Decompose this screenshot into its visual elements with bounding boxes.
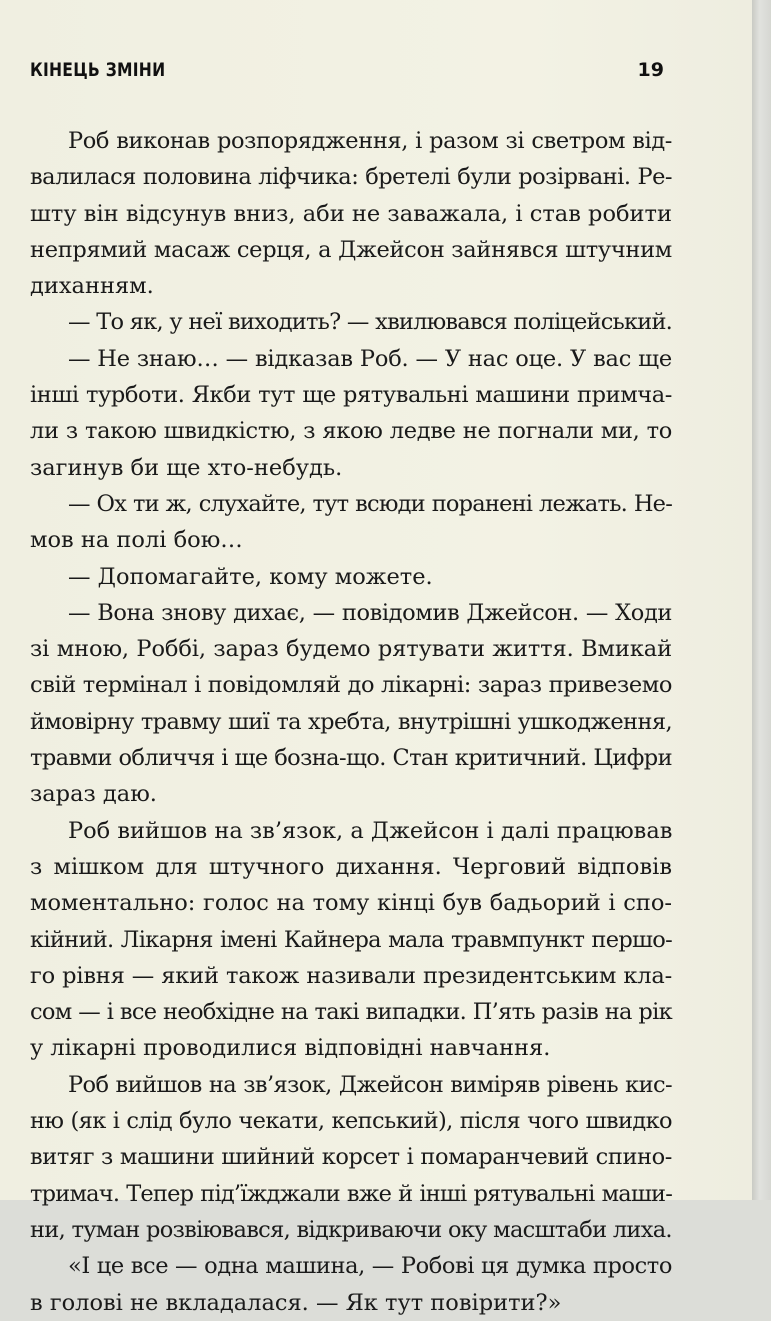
text-line: — Ох ти ж, слухайте, тут всюди поранені лежать. Не- bbox=[68, 490, 672, 517]
text-line: витяг з машини шийний корсет і помаранчевий спино- bbox=[30, 1144, 672, 1171]
text-line: ймовірну травму шиї та хребта, внутрішні ушкодження, bbox=[30, 708, 672, 735]
text-line: сом — і все необхідне на такі випадки. П’ять разів на рік bbox=[30, 999, 672, 1026]
text-line: валилася половина ліфчика: бретелі були розірвані. Ре- bbox=[30, 164, 672, 191]
chapter-title: КІНЕЦЬ ЗМІНИ bbox=[30, 59, 166, 81]
text-line: Роб вийшов на зв’язок, Джейсон виміряв рівень кис- bbox=[68, 1071, 672, 1098]
text-line: — Не знаю… — відказав Роб. — У нас оце. У вас ще bbox=[68, 345, 672, 372]
page-edge bbox=[752, 0, 771, 1200]
text-line: загинув би ще хто-небудь. bbox=[30, 454, 343, 481]
text-line: кійний. Лікарня імені Кайнера мала травмпункт першо- bbox=[30, 926, 672, 953]
running-head bbox=[30, 55, 664, 85]
text-line: диханням. bbox=[30, 273, 154, 300]
body-text bbox=[30, 123, 672, 1321]
text-line: — Вона знову дихає, — повідомив Джейсон. — Ходи bbox=[68, 599, 672, 626]
text-line: інші турботи. Якби тут ще рятувальні машини примча- bbox=[30, 382, 672, 409]
page-number: 19 bbox=[637, 59, 664, 81]
text-line: з мішком для штучного дихання. Черговий відповів bbox=[30, 853, 672, 880]
text-line: Роб вийшов на зв’язок, а Джейсон і далі працював bbox=[68, 817, 673, 844]
text-line: зі мною, Роббі, зараз будемо рятувати життя. Вмикай bbox=[30, 636, 672, 663]
text-line: Роб виконав розпорядження, і разом зі светром від- bbox=[68, 128, 672, 154]
text-line: ли з такою швидкістю, з якою ледве не погнали ми, то bbox=[30, 418, 672, 445]
text-line: свій термінал і повідомляй до лікарні: зараз привеземо bbox=[30, 672, 672, 699]
text-line: ни, туман розвіювався, відкриваючи оку масштаби лиха. bbox=[30, 1216, 672, 1243]
text-line: непрямий масаж серця, а Джейсон зайнявся штучним bbox=[30, 236, 672, 263]
text-line: «І це все — одна машина, — Робові ця думка просто bbox=[68, 1253, 672, 1280]
text-line: травми обличчя і ще бозна-що. Стан критичний. Цифри bbox=[30, 745, 672, 772]
text-line: тримач. Тепер під’їжджали вже й інші рятувальні маши- bbox=[30, 1180, 672, 1207]
text-line: мов на полі бою… bbox=[30, 527, 243, 554]
text-line: ню (як і слід було чекати, кепський), після чого швидко bbox=[30, 1108, 672, 1135]
text-line: — То як, у неї виходить? — хвилювався поліцейський. bbox=[68, 309, 672, 336]
text-line: го рівня — який також називали президентським кла- bbox=[30, 962, 672, 989]
text-line: моментально: голос на тому кінці був бадьорий і спо- bbox=[30, 890, 672, 917]
text-line: зараз даю. bbox=[30, 781, 157, 808]
text-line: в голові не вкладалася. — Як тут повірити?» bbox=[30, 1289, 562, 1316]
text-line: шту він відсунув вниз, аби не заважала, і став робити bbox=[30, 200, 672, 227]
text-line: — Допомагайте, кому можете. bbox=[68, 563, 433, 590]
text-line: у лікарні проводилися відповідні навчання. bbox=[30, 1035, 551, 1062]
